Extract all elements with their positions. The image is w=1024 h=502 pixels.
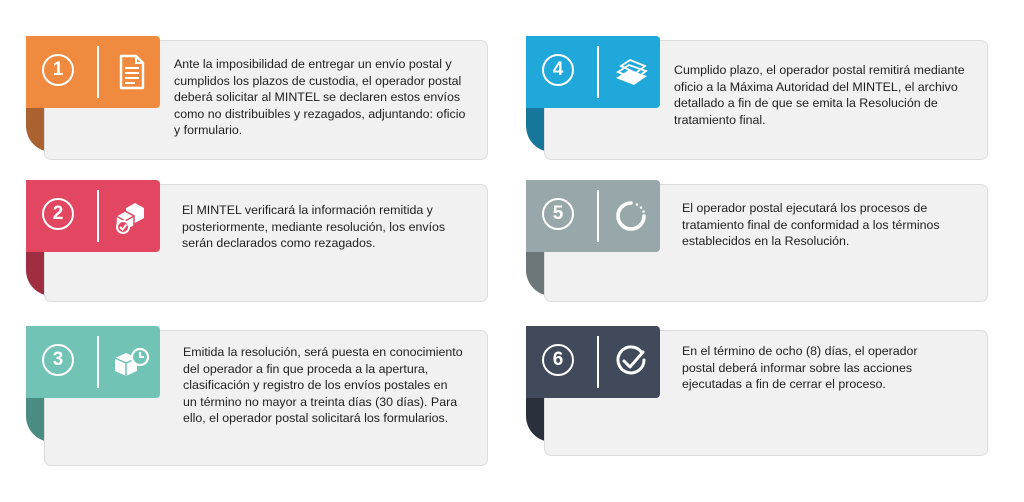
step-tab <box>526 36 660 108</box>
tab-divider <box>97 46 99 98</box>
step-card-1 <box>26 36 488 160</box>
step-tab <box>26 326 160 398</box>
step-tab <box>526 180 660 252</box>
boxes-check-icon <box>112 196 150 236</box>
step-number: 5 <box>542 198 574 230</box>
check-circle-icon <box>612 342 650 382</box>
step-card-6 <box>526 326 988 456</box>
box-clock-icon <box>112 342 150 382</box>
tab-divider <box>597 46 599 98</box>
step-description: Ante la imposibilidad de entregar un envío postal y cumplidos los plazos de custodia, el operador postal deberá solicitar al MINTEL se declaren estos envíos como no distribuibles y rezagados, adjuntando: oficio y formulario. <box>174 57 466 137</box>
tab-divider <box>97 336 99 388</box>
papers-icon <box>612 52 650 92</box>
step-description: Emitida la resolución, será puesta en conocimiento del operador a fin que proceda a la apertura, clasificación y registro de los envíos postales en un término no mayor a treinta días (30 días). Para ello, el operador postal solicitará los formularios. <box>183 345 463 425</box>
step-tab <box>526 326 660 398</box>
step-card-5 <box>526 180 988 302</box>
step-number: 2 <box>42 198 74 230</box>
step-card-2 <box>26 180 488 302</box>
tab-divider <box>97 190 99 242</box>
step-description: Cumplido plazo, el operador postal remitirá mediante oficio a la Máxima Autoridad del MINTEL, el archivo detallado a fin de que se emita la Resolución de tratamiento final. <box>674 63 965 127</box>
step-number: 3 <box>42 344 74 376</box>
step-card-4 <box>526 36 988 160</box>
step-tab <box>26 180 160 252</box>
document-icon <box>112 52 150 92</box>
refresh-icon <box>612 196 650 236</box>
step-number: 6 <box>542 344 574 376</box>
step-number: 4 <box>542 54 574 86</box>
step-description: En el término de ocho (8) días, el operador postal deberá informar sobre las acciones ejecutadas a fin de cerrar el proceso. <box>682 344 918 391</box>
tab-divider <box>597 336 599 388</box>
step-card-3 <box>26 326 488 466</box>
tab-divider <box>597 190 599 242</box>
step-number: 1 <box>42 54 74 86</box>
step-tab <box>26 36 160 108</box>
step-description: El operador postal ejecutará los procesos de tratamiento final de conformidad a los términos establecidos en la Resolución. <box>682 201 940 248</box>
step-description: El MINTEL verificará la información remitida y posteriormente, mediante resolución, los envíos serán declarados como rezagados. <box>182 203 446 250</box>
